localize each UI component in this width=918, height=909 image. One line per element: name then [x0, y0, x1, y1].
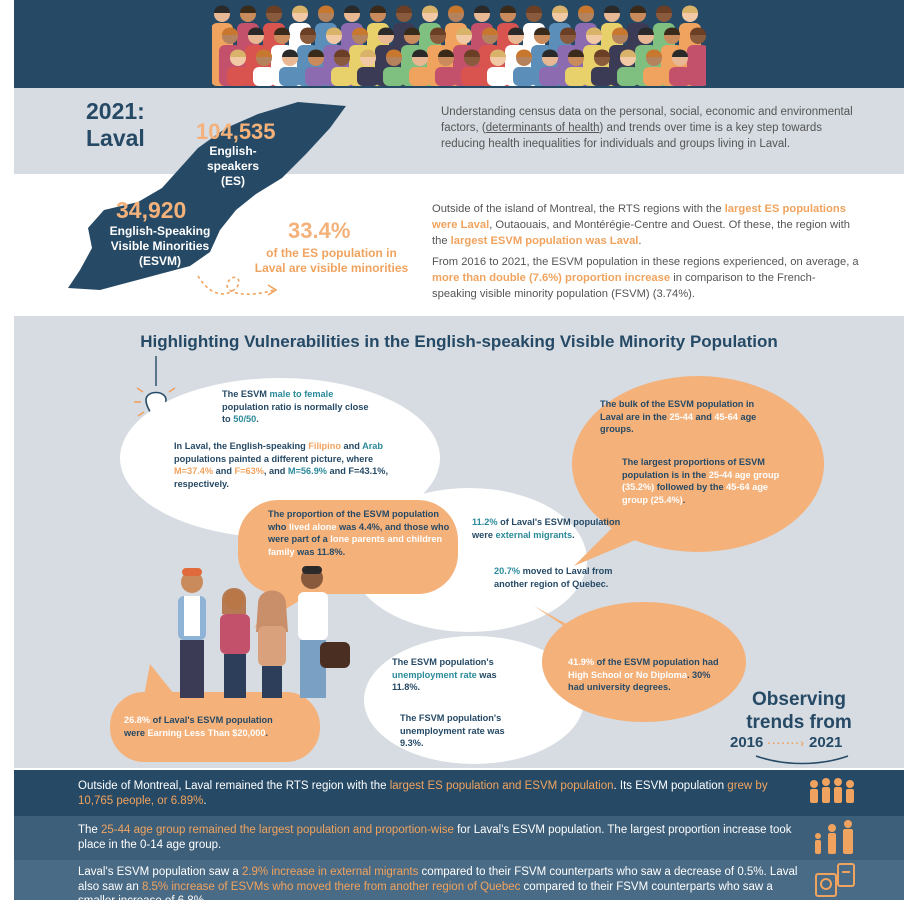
text: Outside of Montreal, Laval remained the RTS region with the: [78, 780, 390, 792]
highlight: external migrants: [495, 529, 573, 540]
crowd-person-hair: [578, 6, 594, 14]
text: in comparison to the French-speaking visible minority population (FSVM) (3.74%).: [432, 272, 816, 300]
crowd-person-hair: [266, 6, 282, 14]
text: , Outaouais, and Montérégie-Centre and Ouest. Of these, the region with the: [432, 219, 850, 247]
crowd-person-body: [461, 67, 483, 86]
text: The proportion of the ESVM population who: [268, 509, 439, 532]
bubble-living-text: [268, 508, 454, 558]
highlight: High School or No Diploma: [568, 669, 687, 680]
trend-band-1-text: [78, 779, 798, 808]
family-icon: [810, 818, 860, 856]
text: was 11.8%.: [392, 669, 497, 692]
observing-trends-title: Observing trends from: [746, 689, 852, 733]
highlight: F=63%: [234, 466, 264, 476]
highlight: male to female: [269, 389, 334, 399]
highlight: 11.2%: [472, 517, 498, 527]
highlight: largest ESVM population was Laval: [450, 235, 639, 247]
highlight: lived alone: [288, 521, 337, 532]
highlight: 50/50: [233, 414, 257, 424]
trend-band-3-text: [78, 865, 798, 909]
intro-text-1: Understanding census data on the personal, social, economic and environmental factors, (: [441, 106, 853, 134]
text: , and: [263, 466, 288, 476]
crowd-person-body: [305, 67, 327, 86]
section-title: Highlighting Vulnerabilities in the English-speaking Visible Minority Population: [140, 332, 778, 351]
crowd-person-hair: [344, 6, 360, 14]
text: of Laval's ESVM population were: [472, 517, 621, 540]
crowd-person-body: [435, 67, 457, 86]
crowd-person-hair: [240, 6, 256, 14]
crowd-person-hair: [682, 6, 698, 14]
esvm-label: English-Speaking Visible Minorities (ESVM): [109, 224, 211, 268]
trend-paragraph: [432, 254, 860, 302]
highlight: 45-64: [714, 411, 738, 422]
text: The FSVM population's unemployment rate was 9.3%.: [400, 713, 505, 748]
es-label: English-speakers (ES): [206, 144, 260, 188]
highlight: 25-44 age group (35.2%): [622, 469, 780, 492]
passport-icon: [812, 862, 858, 898]
crowd-person-body: [279, 67, 301, 86]
esvm-count: 34,920: [116, 197, 187, 223]
crowd-person-body: [383, 67, 405, 86]
crowd-person-body: [357, 67, 379, 86]
esvm-percent: 33.4%: [288, 218, 351, 243]
text: of Laval's ESVM population were: [124, 715, 273, 738]
text: was 4.4%, and those who were part of a: [268, 521, 450, 544]
text: .: [572, 529, 575, 540]
group-of-people-icon: [806, 776, 862, 810]
crowd-person-hair: [318, 6, 334, 14]
year-label: 2021:: [86, 98, 145, 124]
crowd-person-body: [565, 67, 587, 86]
text: The largest proportions of ESVM population is in the: [622, 457, 765, 480]
bubble-sex-ratio-text: [222, 388, 372, 426]
highlight: largest ES population and ESVM population: [389, 780, 614, 792]
text: and: [213, 466, 235, 476]
highlight: lone parents and children family: [268, 534, 443, 557]
curly-arrow-icon: [196, 268, 282, 304]
text: and F=43.1%, respectively.: [174, 466, 389, 489]
bubble-migrants-text: [472, 516, 632, 541]
highlight: unemployment rate: [392, 669, 477, 680]
text: compared to their FSVM counterparts who saw a smaller increase of 6.8%.: [78, 880, 773, 907]
underline-swoosh-icon: [754, 752, 850, 766]
highlight: Filipino: [308, 441, 341, 451]
highlight: largest ES populations were Laval: [432, 203, 846, 231]
text: was 11.8%.: [294, 546, 346, 557]
crowd-person-hair: [552, 6, 568, 14]
es-count: 104,535: [196, 119, 276, 144]
bubble-education-text: [568, 656, 728, 694]
highlight: 8.5% increase of ESVMs who moved there from another region of Quebec: [141, 880, 521, 893]
text: Outside of the island of Montreal, the RTS regions with the: [432, 203, 725, 215]
crowd-person-hair: [500, 6, 516, 14]
intro-paragraph: [441, 104, 859, 152]
crowd-person-body: [643, 67, 665, 86]
text: age groups.: [600, 411, 757, 434]
highlight: 45-64 age group (25.4%): [622, 482, 769, 505]
bubble-laval-groups-text: [174, 440, 408, 490]
text: population ratio is normally close to: [222, 401, 369, 424]
highlight: 41.9%: [568, 657, 595, 667]
crowd-person-hair: [474, 6, 490, 14]
text: of the ESVM population had: [594, 657, 719, 667]
text: The: [78, 824, 102, 836]
crowd-person-body: [487, 67, 509, 86]
text: .: [256, 414, 259, 424]
crowd-person-body: [617, 67, 639, 86]
bubble-unemp-esvm-text: [392, 656, 514, 694]
crowd-person-body: [513, 67, 535, 86]
bubble-moved-text: [494, 565, 644, 590]
crowd-person-hair: [396, 6, 412, 14]
highlight: grew by 10,765 people, or 6.89%: [78, 780, 768, 807]
year-to: 2021: [809, 734, 843, 751]
observing-years: [730, 734, 870, 751]
crowd-person-hair: [292, 6, 308, 14]
crowd-person-body: [331, 67, 353, 86]
text: .: [265, 727, 269, 738]
page-title: [86, 98, 176, 152]
bubble-age-largest-text: [622, 456, 792, 506]
trend-band-2-text: [78, 823, 798, 852]
bubble-earning-text: [124, 714, 284, 739]
text: compared to their FSVM counterparts who saw a decrease of 0.5%. Laval also saw an: [78, 866, 798, 893]
text: followed by the: [654, 482, 727, 492]
crowd-person-body: [539, 67, 561, 86]
people-illustration: [150, 562, 360, 702]
crowd-person-hair: [214, 6, 230, 14]
text: .: [638, 235, 642, 247]
crowd-person-body: [591, 67, 613, 86]
highlight: 20.7%: [494, 566, 521, 576]
text: In Laval, the English-speaking: [174, 441, 309, 451]
text: The ESVM: [222, 389, 270, 399]
text: and: [692, 411, 715, 422]
esvm-percent-caption: of the ES population in Laval are visible minorities: [254, 246, 409, 275]
text: . Its ESVM population: [613, 780, 728, 792]
text: . 30% had university degrees.: [568, 669, 711, 692]
bubble-unemp-fsvm-text: [400, 712, 526, 750]
crowd-person-body: [253, 67, 275, 86]
text: Laval's ESVM population saw a: [78, 866, 242, 878]
text: From 2016 to 2021, the ESVM population in these regions experienced, on average, a: [432, 256, 859, 268]
highlight: 2.9% increase in external migrants: [241, 866, 419, 878]
bubble-age-bulk-text: [600, 398, 770, 436]
text: moved to Laval from another region of Quebec.: [494, 566, 613, 589]
text: The bulk of the ESVM population in Laval are in the: [600, 399, 755, 422]
crowd-person-body: [227, 67, 249, 86]
text: .: [203, 794, 207, 807]
year-from: 2016: [730, 734, 764, 751]
text: .: [682, 494, 686, 505]
intro-text-2: ) and trends over time is a key step towards reducing health inequalities for individuals and groups living in Laval.: [441, 122, 822, 150]
outside-montreal-paragraph: [432, 201, 860, 249]
highlight: 25-44 age group remained the largest population and proportion-wise: [101, 824, 454, 836]
dotted-arrow-icon: ·······›: [767, 738, 805, 750]
crowd-person-hair: [422, 6, 438, 14]
highlight: more than double (7.6%) proportion increase: [432, 272, 671, 284]
crowd-illustration: [212, 0, 706, 86]
crowd-person-hair: [526, 6, 542, 14]
text: for Laval's ESVM population. The largest proportion increase took place in the 0-14 age group.: [78, 824, 792, 851]
highlight: Earning Less Than $20,000: [147, 727, 266, 738]
highlight: M=37.4%: [174, 466, 214, 476]
determinants-link[interactable]: determinants of health: [485, 122, 600, 134]
highlight: Arab: [362, 441, 383, 451]
text: populations painted a different picture, where: [174, 453, 374, 464]
highlight: M=56.9%: [287, 466, 327, 476]
region-label: Laval: [86, 125, 145, 151]
crowd-person-hair: [448, 6, 464, 14]
crowd-person-hair: [604, 6, 620, 14]
highlight: 25-44: [669, 411, 693, 422]
crowd-person-hair: [370, 6, 386, 14]
highlight: 26.8%: [124, 715, 151, 725]
text: and: [340, 441, 363, 451]
crowd-person-body: [669, 67, 691, 86]
crowd-person-body: [409, 67, 431, 86]
crowd-person-hair: [630, 6, 646, 14]
crowd-person-hair: [656, 6, 672, 14]
text: The ESVM population's: [392, 657, 494, 667]
